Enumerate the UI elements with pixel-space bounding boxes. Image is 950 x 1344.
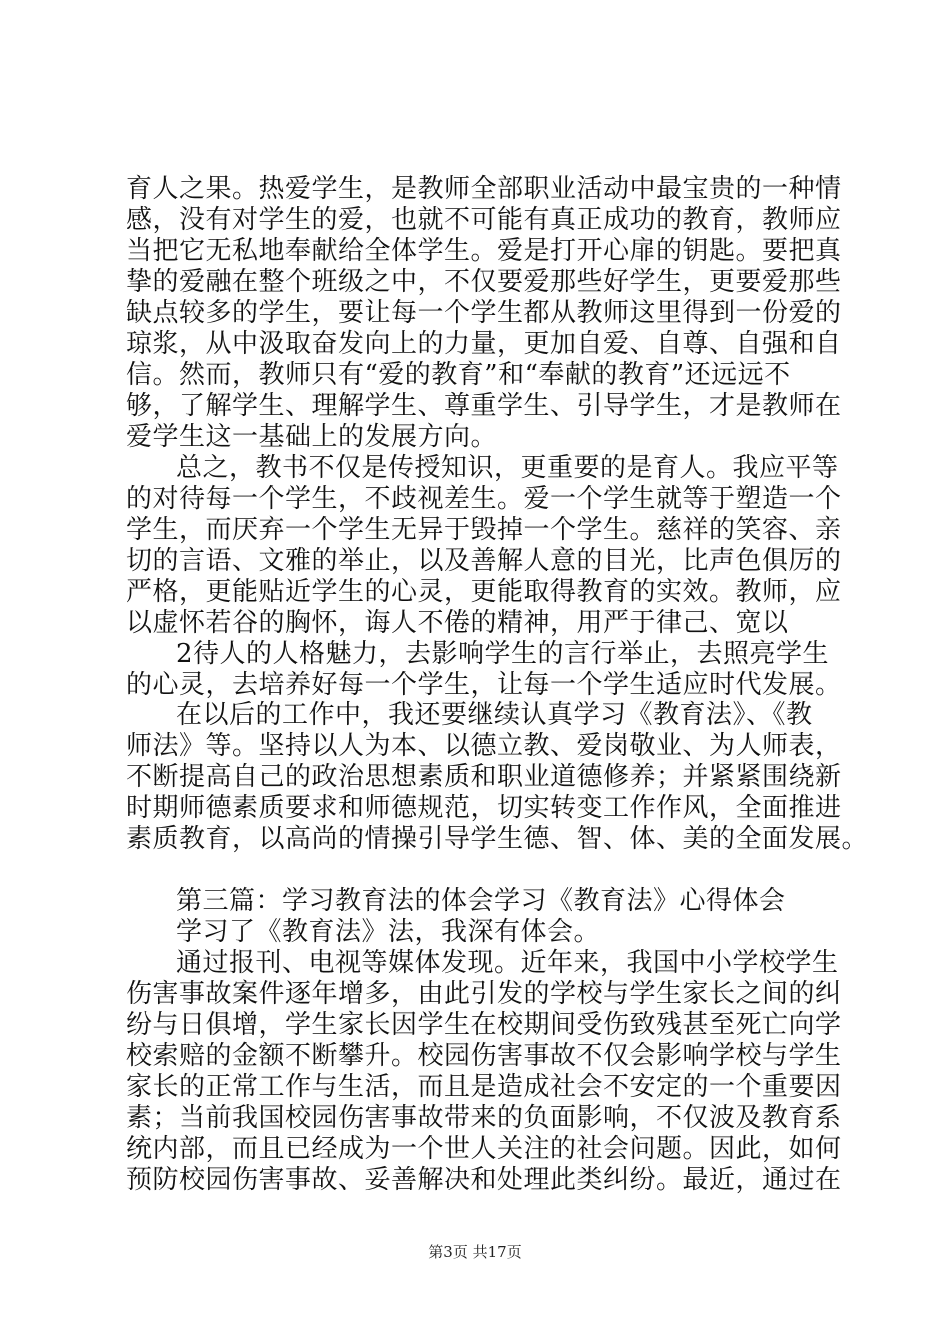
body-line: 育人之果。热爱学生，是教师全部职业活动中最宝贵的一种情: [126, 174, 842, 204]
body-line: 以虚怀若谷的胸怀，诲人不倦的精神，用严于律己、宽以: [126, 608, 789, 638]
body-line: 素质教育，以高尚的情操引导学生德、智、体、美的全面发展。: [126, 824, 869, 854]
body-line: 严格，更能贴近学生的心灵，更能取得教育的实效。教师，应: [126, 577, 842, 607]
body-line: 不断提高自己的政治思想素质和职业道德修养；并紧紧围绕新: [126, 762, 842, 792]
body-line: 琼浆，从中汲取奋发向上的力量，更加自爱、自尊、自强和自: [126, 329, 842, 359]
body-line: 师法》等。坚持以人为本、以德立教、爱岗敬业、为人师表，: [126, 731, 842, 761]
paragraph-start: 2待人的人格魅力，去影响学生的言行举止，去照亮学生: [176, 639, 830, 669]
paragraph-start: 学习了《教育法》法，我深有体会。: [176, 917, 601, 947]
section-heading: 第三篇：学习教育法的体会学习《教育法》心得体会: [176, 886, 786, 916]
body-line: 校索赔的金额不断攀升。校园伤害事故不仅会影响学校与学生: [126, 1041, 842, 1071]
paragraph-start: 在以后的工作中，我还要继续认真学习《教育法》、《教: [176, 700, 813, 730]
paragraph-start: 总之，教书不仅是传授知识，更重要的是育人。我应平等: [176, 453, 839, 483]
body-line: 当把它无私地奉献给全体学生。爱是打开心扉的钥匙。要把真: [126, 236, 842, 266]
body-line: 预防校园伤害事故、妥善解决和处理此类纠纷。最近，通过在: [126, 1165, 842, 1195]
body-line: 够，了解学生、理解学生、尊重学生、引导学生，才是教师在: [126, 391, 842, 421]
body-line: 伤害事故案件逐年增多，由此引发的学校与学生家长之间的纠: [126, 979, 842, 1009]
body-line: 的心灵，去培养好每一个学生，让每一个学生适应时代发展。: [126, 670, 842, 700]
paragraph-start: 通过报刊、电视等媒体发现。近年来，我国中小学校学生: [176, 948, 839, 978]
body-line: 家长的正常工作与生活，而且是造成社会不安定的一个重要因: [126, 1072, 842, 1102]
body-line: 切的言语、文雅的举止，以及善解人意的目光，比声色俱厉的: [126, 546, 842, 576]
body-line: 爱学生这一基础上的发展方向。: [126, 422, 498, 452]
body-line: 信。然而，教师只有“爱的教育”和“奉献的教育”还远远不: [126, 360, 791, 390]
body-line: 感，没有对学生的爱，也就不可能有真正成功的教育，教师应: [126, 205, 842, 235]
body-line: 纷与日俱增，学生家长因学生在校期间受伤致残甚至死亡向学: [126, 1010, 842, 1040]
page-number-footer: 第3页 共17页: [428, 1243, 522, 1261]
body-line: 挚的爱融在整个班级之中，不仅要爱那些好学生，更要爱那些: [126, 267, 842, 297]
body-line: 缺点较多的学生，要让每一个学生都从教师这里得到一份爱的: [126, 298, 842, 328]
body-line: 的对待每一个学生，不歧视差生。爱一个学生就等于塑造一个: [126, 484, 842, 514]
body-line: 时期师德素质要求和师德规范，切实转变工作作风，全面推进: [126, 793, 842, 823]
body-line: 素；当前我国校园伤害事故带来的负面影响，不仅波及教育系: [126, 1103, 842, 1133]
body-line: 学生，而厌弃一个学生无异于毁掉一个学生。慈祥的笑容、亲: [126, 515, 842, 545]
body-line: 统内部，而且已经成为一个世人关注的社会问题。因此，如何: [126, 1134, 842, 1164]
